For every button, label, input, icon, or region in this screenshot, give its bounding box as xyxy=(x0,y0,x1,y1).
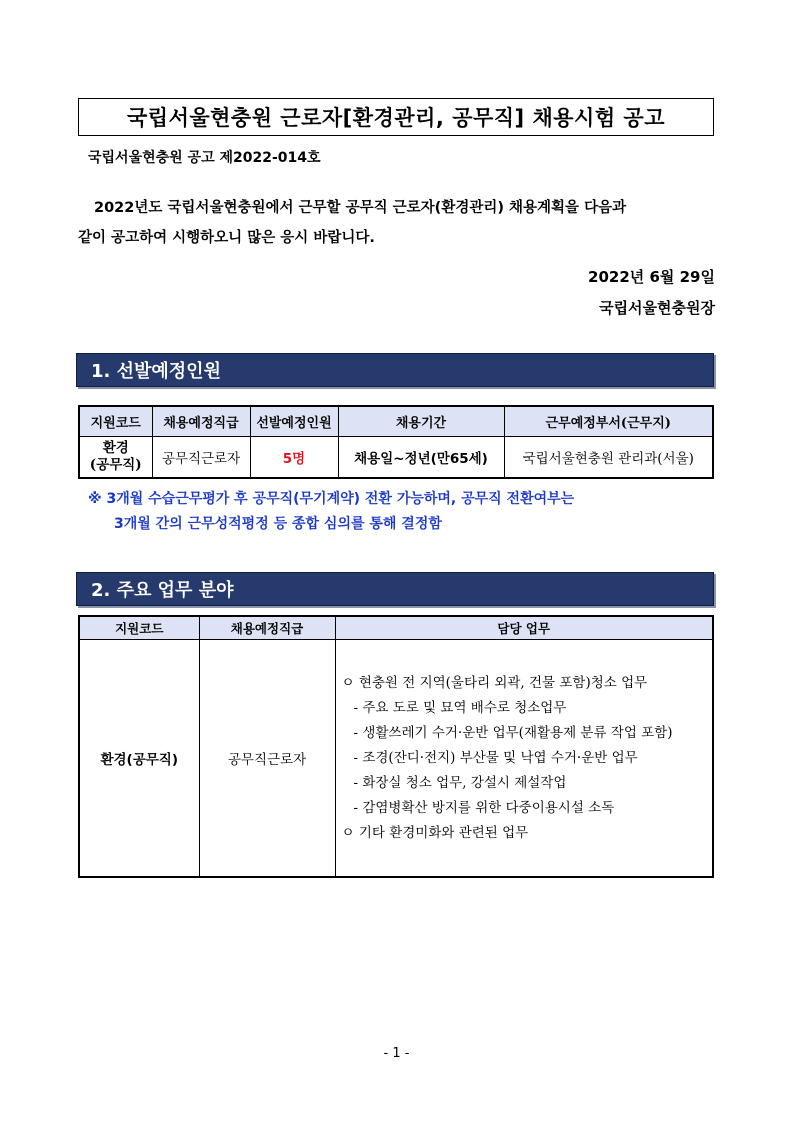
duty-item: - 생활쓰레기 수거·운반 업무(재활용제 분류 작업 포함) xyxy=(353,724,673,741)
note-line-2: 3개월 간의 근무성적평정 등 종합 심의를 통해 결정함 xyxy=(114,516,442,532)
duty-item: - 화장실 청소 업무, 강설시 제설작업 xyxy=(353,774,567,791)
code-line-1: 환경 xyxy=(102,440,129,456)
header-grade: 채용예정직급 xyxy=(152,406,250,437)
document-title: 국립서울현충원 근로자[환경관리, 공무직] 채용시험 공고 xyxy=(78,98,714,136)
intro-line-1: 2022년도 국립서울현충원에서 근무할 공무직 근로자(환경관리) 채용계획을 다음과 xyxy=(94,200,627,216)
page-number: - 1 - xyxy=(383,1046,410,1061)
notice-number: 국립서울현충원 공고 제2022-014호 xyxy=(88,150,321,166)
section-1-heading: 1. 선발예정인원 xyxy=(76,353,714,387)
header-code: 지원코드 xyxy=(79,616,199,640)
signer: 국립서울현충원장 xyxy=(599,299,715,317)
cell-dept: 국립서울현충원 관리과(서울) xyxy=(504,437,713,479)
intro-line-2: 같이 공고하여 시행하오니 많은 응시 바랍니다. xyxy=(78,230,375,246)
recruitment-count-table xyxy=(78,405,714,479)
section-2-heading: 2. 주요 업무 분야 xyxy=(76,572,714,606)
cell-period: 채용일~정년(만65세) xyxy=(338,437,504,479)
duty-item: - 감염병확산 방지를 위한 다중이용시설 소독 xyxy=(353,799,615,816)
header-count: 선발예정인원 xyxy=(250,406,338,437)
cell-count: 5명 xyxy=(250,437,338,479)
header-code: 지원코드 xyxy=(79,406,152,437)
intro-paragraph xyxy=(78,193,718,253)
table-header-row xyxy=(79,406,713,437)
duty-item: - 조경(잔디·전지) 부산물 및 낙엽 수거·운반 업무 xyxy=(353,749,638,766)
probation-note xyxy=(88,487,718,537)
cell-grade: 공무직근로자 xyxy=(199,640,335,878)
table-header-row xyxy=(79,616,713,640)
cell-duties xyxy=(335,640,713,878)
code-line-2: (공무직) xyxy=(89,457,142,473)
note-line-1: ※ 3개월 수습근무평가 후 공무직(무기계약) 전환 가능하며, 공무직 전환여부는 xyxy=(88,491,575,507)
header-dept: 근무예정부서(근무지) xyxy=(504,406,713,437)
header-period: 채용기간 xyxy=(338,406,504,437)
duty-item: - 주요 도로 및 묘역 배수로 청소업무 xyxy=(353,699,567,716)
header-grade: 채용예정직급 xyxy=(199,616,335,640)
duty-item: ㅇ 현충원 전 지역(울타리 외곽, 건물 포함)청소 업무 xyxy=(341,674,648,691)
cell-code: 환경(공무직) xyxy=(79,640,199,878)
cell-grade: 공무직근로자 xyxy=(152,437,250,479)
duties-table xyxy=(78,615,714,878)
table-row xyxy=(79,437,713,479)
duty-item: ㅇ 기타 환경미화와 관련된 업무 xyxy=(341,824,529,841)
header-duties: 담당 업무 xyxy=(335,616,713,640)
cell-code xyxy=(79,437,152,479)
table-row xyxy=(79,640,713,878)
notice-date: 2022년 6월 29일 xyxy=(588,268,715,286)
